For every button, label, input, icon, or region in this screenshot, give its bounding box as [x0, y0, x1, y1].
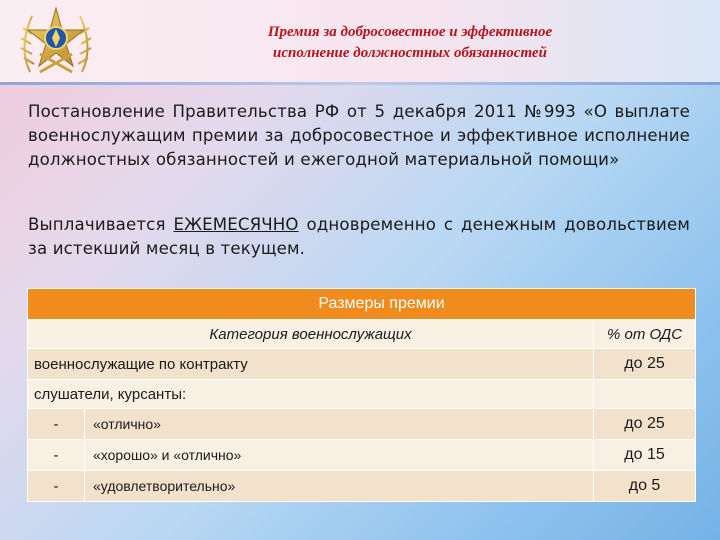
- slide-title: [150, 22, 670, 64]
- table-title: Размеры премии: [28, 289, 696, 320]
- bonus-table: [27, 288, 696, 502]
- table-row: [28, 471, 696, 502]
- table-row: [28, 409, 696, 440]
- table-header-row: [28, 289, 696, 320]
- row-label: «отлично»: [85, 409, 594, 440]
- row-value: до 15: [594, 440, 696, 471]
- title-line-2: исполнение должностных обязанностей: [273, 45, 547, 61]
- row-label: «хорошо» и «отлично»: [85, 440, 594, 471]
- payment-frequency: ЕЖЕМЕСЯЧНО: [173, 215, 299, 234]
- payment-text-start: Выплачивается: [28, 215, 174, 234]
- title-line-1: Премия за добросовестное и эффективное: [267, 24, 553, 40]
- decree-paragraph: Постановление Правительства РФ от 5 декабря 2011 №993 «О выплате военнослужащим премии за добросовестное и эффективное исполнение должностных обязанностей и ежегодной материальной помощи»: [28, 102, 690, 169]
- payment-text-end: одновременно с денежным довольствием за истекший месяц в текущем.: [28, 215, 690, 258]
- emergency-ministry-emblem-icon: [10, 2, 102, 82]
- row-value: до 25: [594, 409, 696, 440]
- row-label: военнослужащие по контракту: [28, 349, 594, 380]
- row-dash: -: [28, 471, 85, 502]
- table-row: [28, 380, 696, 409]
- column-header-category: Категория военнослужащих: [28, 320, 594, 349]
- table-row: [28, 349, 696, 380]
- row-label: «удовлетворительно»: [85, 471, 594, 502]
- column-header-row: [28, 320, 696, 349]
- column-header-percent: % от ОДС: [594, 320, 696, 349]
- group-label: слушатели, курсанты:: [28, 380, 594, 409]
- row-value: до 5: [594, 471, 696, 502]
- table-row: [28, 440, 696, 471]
- empty-cell: [594, 380, 696, 409]
- header-divider: [0, 82, 720, 85]
- row-dash: -: [28, 440, 85, 471]
- row-dash: -: [28, 409, 85, 440]
- row-value: до 25: [594, 349, 696, 380]
- payment-paragraph: [28, 213, 690, 261]
